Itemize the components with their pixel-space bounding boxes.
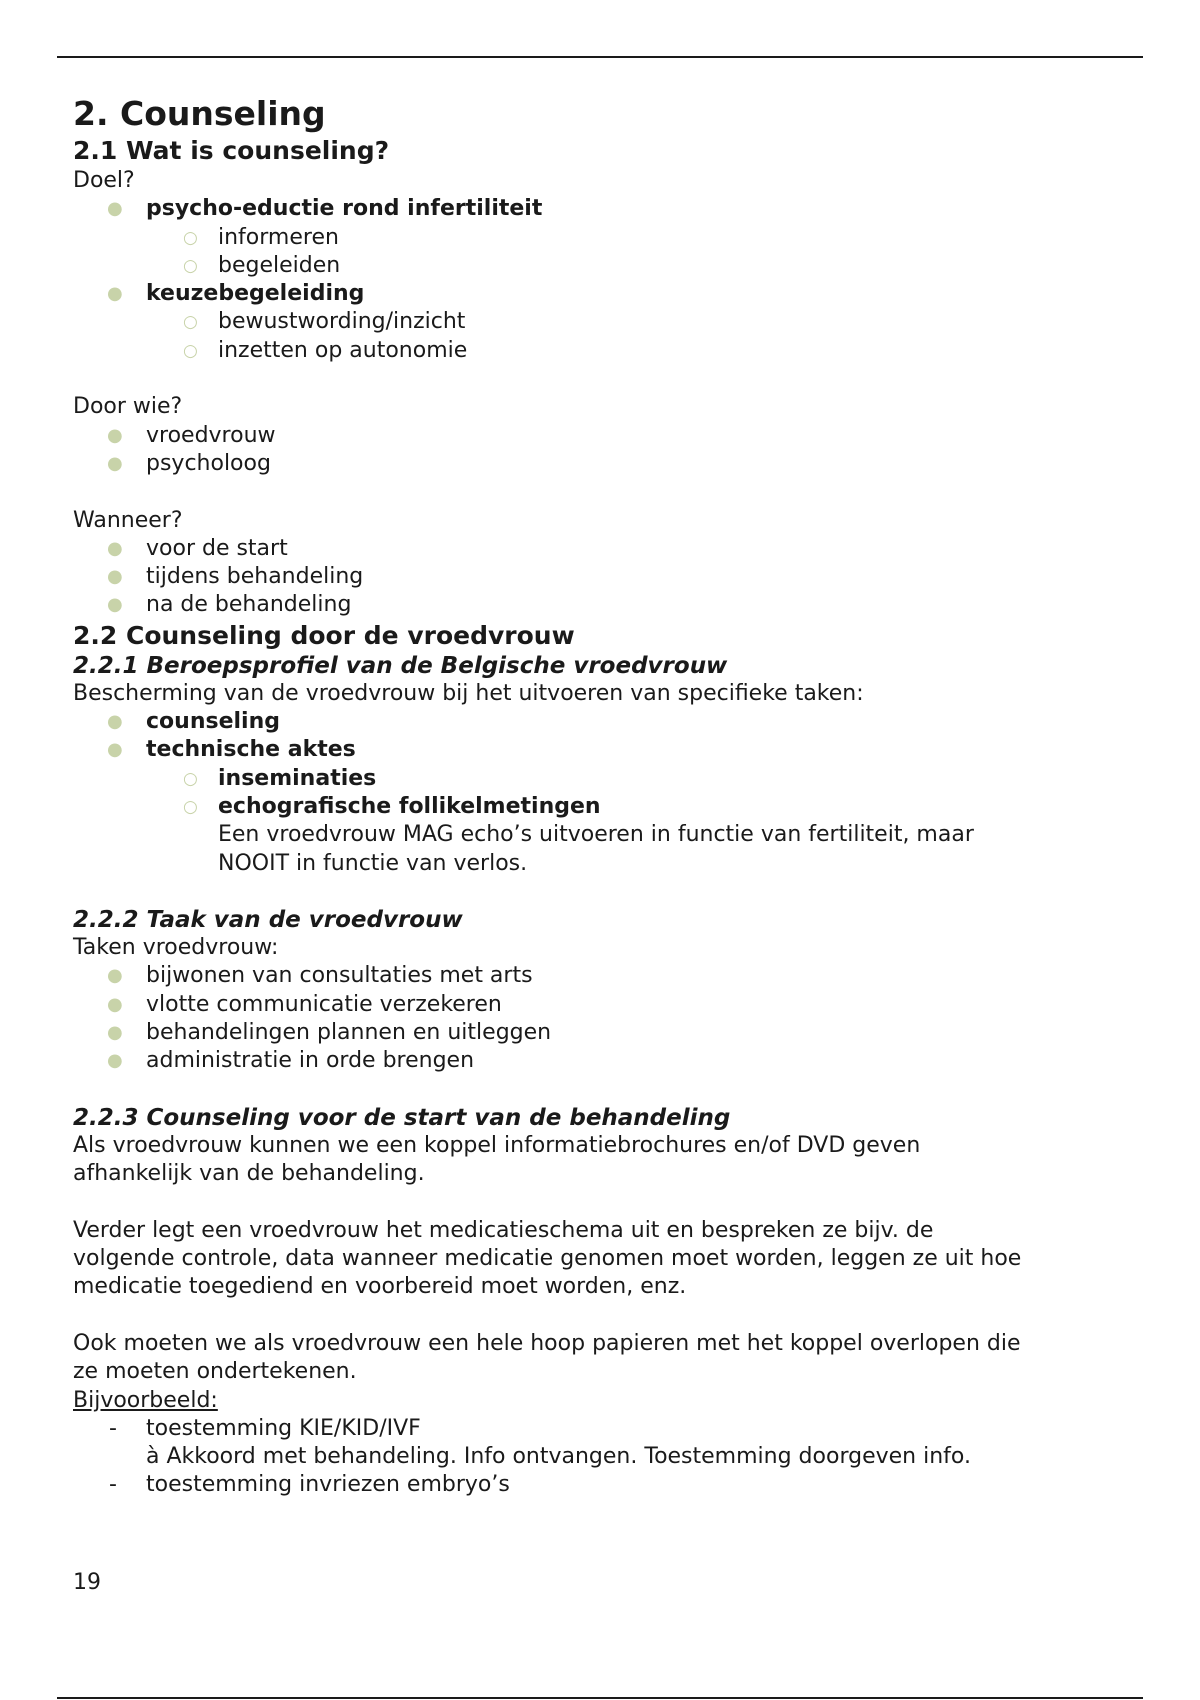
list-item-text: psycho-eductie rond infertiliteit (146, 196, 543, 222)
list-item (73, 1047, 1133, 1075)
list-item-text: administratie in orde brengen (146, 1048, 475, 1074)
bullet-icon: ● (107, 1022, 123, 1044)
bullet-icon: ● (107, 198, 123, 220)
paragraph: Bescherming van de vroedvrouw bij het uitvoeren van specifieke taken: (73, 680, 864, 706)
list-item-text: informeren (218, 224, 339, 250)
page-content (73, 94, 1133, 1500)
bullet-icon: ● (107, 711, 123, 733)
doel-list (73, 195, 1133, 365)
bullet-icon: ● (107, 424, 123, 446)
list-item (73, 991, 1133, 1019)
bullet-icon: ● (107, 537, 123, 559)
list-item (73, 280, 1133, 308)
list-item-text: keuzebegeleiding (146, 281, 365, 307)
circle-bullet-icon: ○ (183, 255, 198, 276)
section-heading-2-1: 2.1 Wat is counseling? (73, 136, 390, 165)
list-subitem-note (73, 821, 1133, 849)
list-item (73, 962, 1133, 990)
circle-bullet-icon: ○ (183, 340, 198, 361)
list-item (73, 1471, 1133, 1499)
example-label: Bijvoorbeeld: (73, 1387, 218, 1413)
subsection-heading-2-2-3: 2.2.3 Counseling voor de start van de behandeling (73, 1104, 731, 1131)
list-subitem (73, 765, 1133, 793)
list-item-text: toestemming KIE/KID/IVF (146, 1415, 421, 1441)
bullet-icon: ● (107, 566, 123, 588)
example-list (73, 1415, 1133, 1500)
list-item-text: voor de start (146, 535, 288, 561)
wanneer-label: Wanneer? (73, 507, 183, 533)
bullet-icon: ● (107, 283, 123, 305)
list-item (73, 1415, 1133, 1443)
list-item-text: na de behandeling (146, 592, 352, 618)
list-item-text: counseling (146, 709, 280, 735)
paragraph-line: Ook moeten we als vroedvrouw een hele hoop papieren met het koppel overlopen die (73, 1330, 1021, 1356)
section-heading-2-2: 2.2 Counseling door de vroedvrouw (73, 620, 575, 650)
dash-bullet-icon: - (109, 1472, 117, 1498)
subsection-heading-2-2-2: 2.2.2 Taak van de vroedvrouw (73, 907, 463, 934)
list-item-text: behandelingen plannen en uitleggen (146, 1020, 552, 1046)
top-rule (57, 56, 1143, 58)
list-subitem (73, 224, 1133, 252)
list-item-text: tijdens behandeling (146, 564, 364, 590)
taken-list (73, 708, 1133, 878)
list-item (73, 708, 1133, 736)
list-item-text: echografische follikelmetingen (218, 793, 601, 819)
list-item (73, 563, 1133, 591)
list-item-text: psycholoog (146, 450, 271, 476)
bullet-icon: ● (107, 965, 123, 987)
list-item-text: bewustwording/inzicht (218, 309, 466, 335)
list-subitem (73, 793, 1133, 821)
list-item (73, 535, 1133, 563)
list-item-text: vroedvrouw (146, 422, 276, 448)
list-item (73, 591, 1133, 619)
list-item-text: inseminaties (218, 765, 377, 791)
bullet-icon: ● (107, 594, 123, 616)
list-subitem-note (73, 850, 1133, 878)
circle-bullet-icon: ○ (183, 796, 198, 817)
circle-bullet-icon: ○ (183, 768, 198, 789)
note-text: NOOIT in functie van verlos. (218, 850, 528, 876)
door-wie-list (73, 422, 1133, 479)
bullet-icon: ● (107, 1050, 123, 1072)
door-wie-label: Door wie? (73, 394, 183, 420)
bullet-icon: ● (107, 739, 123, 761)
list-item-text: toestemming invriezen embryo’s (146, 1472, 510, 1498)
subsection-heading-2-2-1: 2.2.1 Beroepsprofiel van de Belgische vroedvrouw (73, 652, 728, 679)
list-item (73, 736, 1133, 764)
list-item (73, 1019, 1133, 1047)
bullet-icon: ● (107, 452, 123, 474)
circle-bullet-icon: ○ (183, 227, 198, 248)
list-item-text: inzetten op autonomie (218, 337, 468, 363)
paragraph-line: ze moeten ondertekenen. (73, 1359, 357, 1385)
paragraph-line: medicatie toegediend en voorbereid moet worden, enz. (73, 1274, 687, 1300)
wanneer-list (73, 535, 1133, 620)
list-item (73, 422, 1133, 450)
list-item-text: vlotte communicatie verzekeren (146, 991, 502, 1017)
list-item-note (73, 1443, 1133, 1471)
dash-bullet-icon: - (109, 1415, 117, 1441)
note-text: à Akkoord met behandeling. Info ontvangen. Toestemming doorgeven info. (146, 1444, 971, 1470)
circle-bullet-icon: ○ (183, 312, 198, 333)
taken-vroedvrouw-list (73, 962, 1133, 1075)
bullet-icon: ● (107, 993, 123, 1015)
list-item-text: begeleiden (218, 252, 341, 278)
page-number: 19 (73, 1570, 101, 1595)
doel-label: Doel? (73, 168, 135, 193)
paragraph-line: volgende controle, data wanneer medicatie genomen moet worden, leggen ze uit hoe (73, 1246, 1022, 1272)
list-item-text: bijwonen van consultaties met arts (146, 963, 533, 989)
paragraph-line: Als vroedvrouw kunnen we een koppel informatiebrochures en/of DVD geven (73, 1132, 921, 1158)
bottom-rule (57, 1697, 1143, 1699)
list-subitem (73, 337, 1133, 365)
chapter-heading: 2. Counseling (73, 94, 326, 133)
list-item-text: technische aktes (146, 737, 356, 763)
paragraph-line: afhankelijk van de behandeling. (73, 1161, 425, 1187)
paragraph: Taken vroedvrouw: (73, 935, 279, 961)
list-subitem (73, 308, 1133, 336)
list-item (73, 450, 1133, 478)
list-subitem (73, 252, 1133, 280)
paragraph-line: Verder legt een vroedvrouw het medicatieschema uit en bespreken ze bijv. de (73, 1217, 934, 1243)
list-item (73, 195, 1133, 223)
note-text: Een vroedvrouw MAG echo’s uitvoeren in functie van fertiliteit, maar (218, 822, 974, 848)
